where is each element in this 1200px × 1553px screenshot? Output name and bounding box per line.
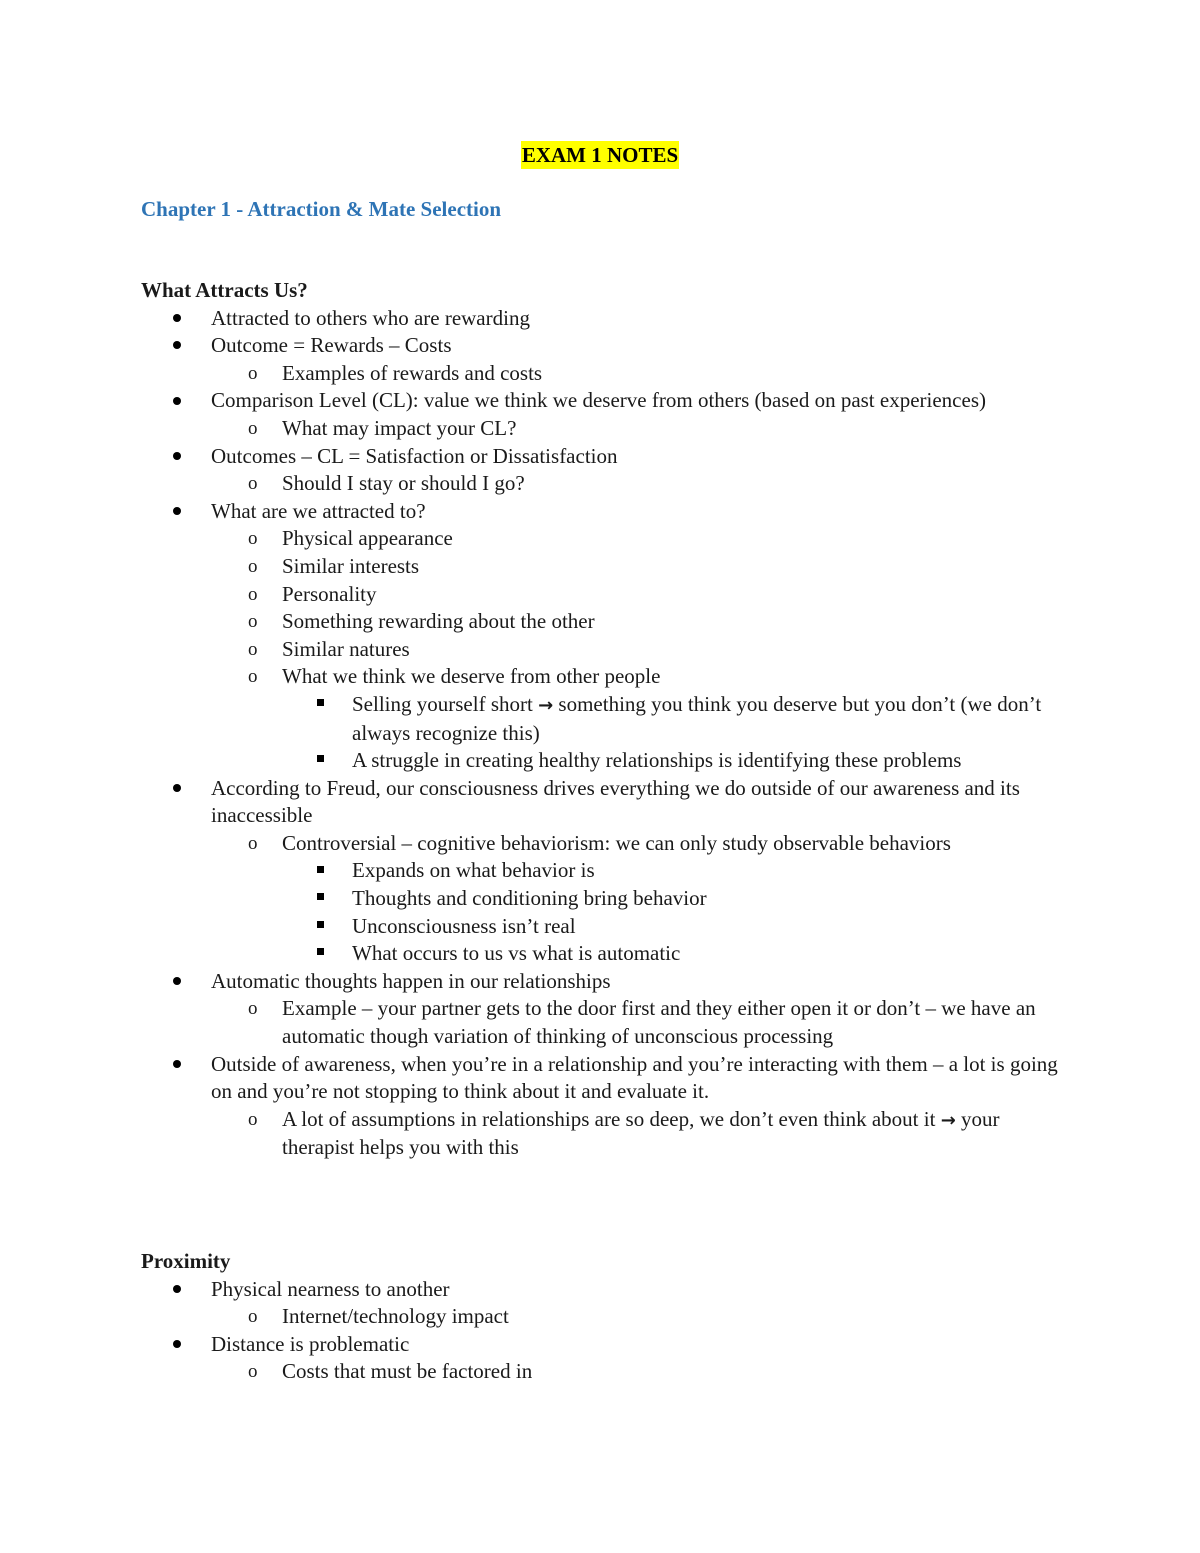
list-item: o What may impact your CL? bbox=[141, 415, 1061, 443]
list-item: o What we think we deserve from other people bbox=[141, 663, 1061, 691]
circle-bullet-icon: o bbox=[248, 638, 258, 660]
list-item: Unconsciousness isn’t real bbox=[141, 913, 1061, 941]
list-item: Automatic thoughts happen in our relationships bbox=[141, 968, 1061, 996]
list-item: Selling yourself short → something you think you deserve but you don’t (we don’t always recognize this) bbox=[141, 691, 1061, 747]
list-item: A struggle in creating healthy relationships is identifying these problems bbox=[141, 747, 1061, 775]
section-heading: What Attracts Us? bbox=[141, 278, 308, 302]
list-item: Physical nearness to another bbox=[141, 1276, 1061, 1304]
bullet-icon bbox=[173, 387, 181, 415]
bullet-icon bbox=[173, 332, 181, 360]
square-bullet-icon bbox=[317, 885, 324, 913]
circle-bullet-icon: o bbox=[248, 1306, 258, 1328]
section-what-attracts-us bbox=[141, 277, 1061, 1162]
title-container bbox=[0, 141, 1200, 169]
square-bullet-icon bbox=[317, 747, 324, 775]
list-item: Outcomes – CL = Satisfaction or Dissatisfaction bbox=[141, 443, 1061, 471]
section-proximity bbox=[141, 1248, 1061, 1386]
arrow-right-icon: → bbox=[538, 694, 554, 716]
list-item: o Should I stay or should I go? bbox=[141, 470, 1061, 498]
list-item: What occurs to us vs what is automatic bbox=[141, 940, 1061, 968]
circle-bullet-icon: o bbox=[248, 611, 258, 633]
bullet-icon bbox=[173, 1276, 181, 1304]
bullet-icon bbox=[173, 775, 181, 803]
list-item: What are we attracted to? bbox=[141, 498, 1061, 526]
arrow-right-icon: → bbox=[940, 1109, 956, 1131]
list-item: Distance is problematic bbox=[141, 1331, 1061, 1359]
square-bullet-icon bbox=[317, 857, 324, 885]
chapter-heading: Chapter 1 - Attraction & Mate Selection bbox=[141, 197, 502, 221]
list-item: o A lot of assumptions in relationships are so deep, we don’t even think about it → your therapist helps you with this bbox=[248, 1106, 1000, 1160]
bullet-icon bbox=[173, 1331, 181, 1359]
list-item: o Examples of rewards and costs bbox=[141, 360, 1061, 388]
bullet-icon bbox=[173, 498, 181, 526]
circle-bullet-icon: o bbox=[248, 832, 258, 854]
square-bullet-icon bbox=[317, 691, 324, 719]
circle-bullet-icon: o bbox=[248, 666, 258, 688]
square-bullet-icon bbox=[317, 940, 324, 968]
list-item: o Controversial – cognitive behaviorism: we can only study observable behaviors bbox=[141, 830, 1061, 858]
bullet-list bbox=[141, 305, 1061, 1162]
square-bullet-icon bbox=[317, 913, 324, 941]
circle-bullet-icon: o bbox=[248, 583, 258, 605]
list-item: Attracted to others who are rewarding bbox=[141, 305, 1061, 333]
circle-bullet-icon: o bbox=[248, 1108, 258, 1130]
list-item: o Internet/technology impact bbox=[141, 1303, 1061, 1331]
circle-bullet-icon: o bbox=[248, 998, 258, 1020]
circle-bullet-icon: o bbox=[248, 473, 258, 495]
circle-bullet-icon: o bbox=[248, 1361, 258, 1383]
list-item: Outside of awareness, when you’re in a relationship and you’re interacting with them – a lot is going on and you’re not stopping to think about it and evaluate it. bbox=[141, 1051, 1061, 1106]
circle-bullet-icon: o bbox=[248, 362, 258, 384]
list-item: Outcome = Rewards – Costs bbox=[141, 332, 1061, 360]
circle-bullet-icon: o bbox=[248, 555, 258, 577]
list-item: Thoughts and conditioning bring behavior bbox=[141, 885, 1061, 913]
list-item: o Personality bbox=[141, 581, 1061, 609]
bullet-icon bbox=[173, 305, 181, 333]
list-item: o Costs that must be factored in bbox=[141, 1358, 1061, 1386]
list-item: o Something rewarding about the other bbox=[141, 608, 1061, 636]
bullet-icon bbox=[173, 968, 181, 996]
list-item: o Example – your partner gets to the door first and they either open it or don’t – we have an automatic though variation of thinking of unconscious processing bbox=[248, 996, 1036, 1049]
bullet-list bbox=[141, 1276, 1061, 1386]
list-item: o Physical appearance bbox=[141, 525, 1061, 553]
section-heading: Proximity bbox=[141, 1249, 231, 1273]
bullet-icon bbox=[173, 1051, 181, 1079]
list-item: o Similar interests bbox=[141, 553, 1061, 581]
page-title: EXAM 1 NOTES bbox=[521, 143, 679, 167]
list-item: Expands on what behavior is bbox=[141, 857, 1061, 885]
list-item: According to Freud, our consciousness drives everything we do outside of our awareness and its inaccessible bbox=[141, 775, 1061, 830]
list-item: o Similar natures bbox=[141, 636, 1061, 664]
circle-bullet-icon: o bbox=[248, 417, 258, 439]
bullet-icon bbox=[173, 443, 181, 471]
list-item: Comparison Level (CL): value we think we deserve from others (based on past experiences) bbox=[141, 387, 1061, 415]
circle-bullet-icon: o bbox=[248, 528, 258, 550]
